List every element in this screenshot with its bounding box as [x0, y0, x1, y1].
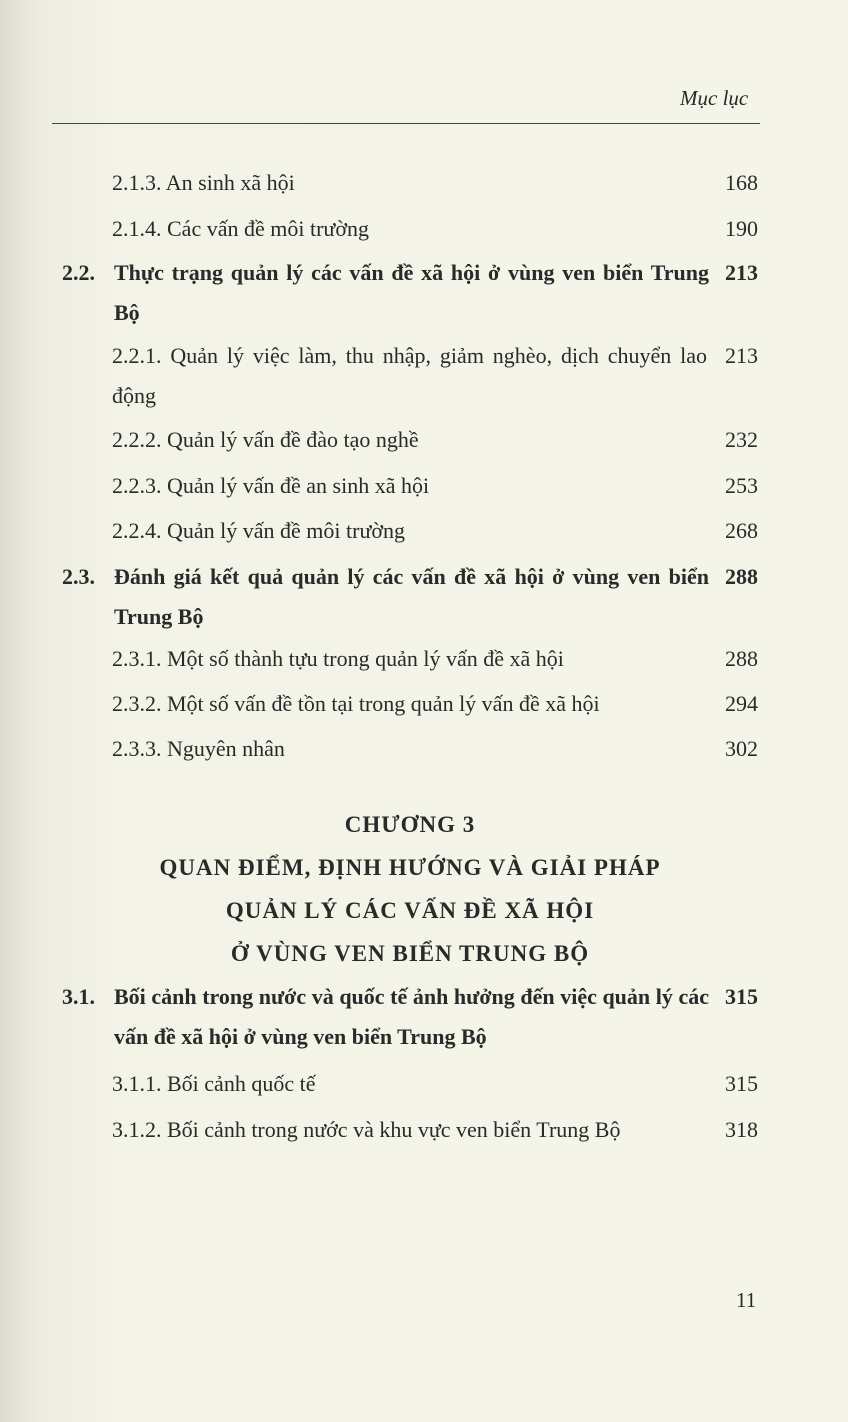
toc-section	[62, 977, 758, 1057]
toc-page: 302	[725, 736, 758, 761]
chapter-label: CHƯƠNG 3	[344, 812, 476, 837]
toc-page: 232	[725, 427, 758, 452]
toc-title: 2.3.3. Nguyên nhân	[112, 736, 285, 761]
toc-entry	[62, 1064, 758, 1104]
toc-page: 190	[725, 216, 758, 241]
toc-entry	[62, 511, 758, 551]
chapter-title-line: QUẢN LÝ CÁC VẤN ĐỀ XÃ HỘI	[225, 898, 595, 923]
chapter-title-line: QUAN ĐIỂM, ĐỊNH HƯỚNG VÀ GIẢI PHÁP	[159, 855, 661, 880]
chapter-title-line: Ở VÙNG VEN BIỂN TRUNG BỘ	[230, 941, 590, 966]
toc-title: 2.2.1. Quản lý việc làm, thu nhập, giảm nghèo, dịch chuyển lao động	[112, 343, 707, 408]
toc-title: 2.3.2. Một số vấn đề tồn tại trong quản lý vấn đề xã hội	[112, 691, 600, 716]
toc-entry	[62, 1110, 758, 1150]
page-number: 11	[736, 1288, 757, 1312]
toc-section	[62, 253, 758, 333]
toc-entry	[62, 209, 758, 249]
toc-page: 253	[725, 473, 758, 498]
toc-entry	[62, 420, 758, 460]
header-rule	[52, 123, 760, 124]
toc-title: Bối cảnh trong nước và quốc tế ảnh hưởng đến việc quản lý các vấn đề xã hội ở vùng ven biển Trung Bộ	[114, 984, 709, 1049]
toc-page: 294	[725, 691, 758, 716]
chapter-heading	[60, 803, 760, 975]
toc-page: 288	[725, 564, 758, 589]
running-header: Mục lục	[680, 86, 749, 110]
toc-title: 2.2.3. Quản lý vấn đề an sinh xã hội	[112, 473, 430, 498]
toc-page: 318	[725, 1117, 758, 1142]
toc-title: 2.2.4. Quản lý vấn đề môi trường	[112, 518, 406, 543]
toc-page: 213	[725, 260, 758, 285]
toc-title: Đánh giá kết quả quản lý các vấn đề xã hội ở vùng ven biển Trung Bộ	[114, 564, 709, 629]
toc-title: Thực trạng quản lý các vấn đề xã hội ở vùng ven biển Trung Bộ	[114, 260, 709, 325]
toc-title: 3.1.1. Bối cảnh quốc tế	[112, 1071, 316, 1096]
toc-page: 288	[725, 646, 758, 671]
toc-entry	[62, 466, 758, 506]
toc-entry	[62, 684, 758, 724]
toc-title: 2.1.3. An sinh xã hội	[112, 170, 295, 195]
toc-title: 3.1.2. Bối cảnh trong nước và khu vực ven biển Trung Bộ	[112, 1117, 621, 1142]
toc-entry	[62, 336, 758, 416]
toc-title: 2.1.4. Các vấn đề môi trường	[112, 216, 369, 241]
toc-title: 2.2.2. Quản lý vấn đề đào tạo nghề	[112, 427, 419, 452]
toc-number: 3.1.	[62, 984, 95, 1009]
toc-entry	[62, 639, 758, 679]
toc-page: 213	[725, 343, 758, 368]
toc-page: 168	[725, 170, 758, 195]
toc-page: 315	[725, 1071, 758, 1096]
toc-page: 315	[725, 984, 758, 1009]
toc-number: 2.3.	[62, 564, 95, 589]
toc-entry	[62, 729, 758, 769]
toc-title: 2.3.1. Một số thành tựu trong quản lý vấn đề xã hội	[112, 646, 564, 671]
toc-entry	[62, 163, 758, 203]
toc-section	[62, 557, 758, 637]
toc-number: 2.2.	[62, 260, 95, 285]
toc-page: 268	[725, 518, 758, 543]
